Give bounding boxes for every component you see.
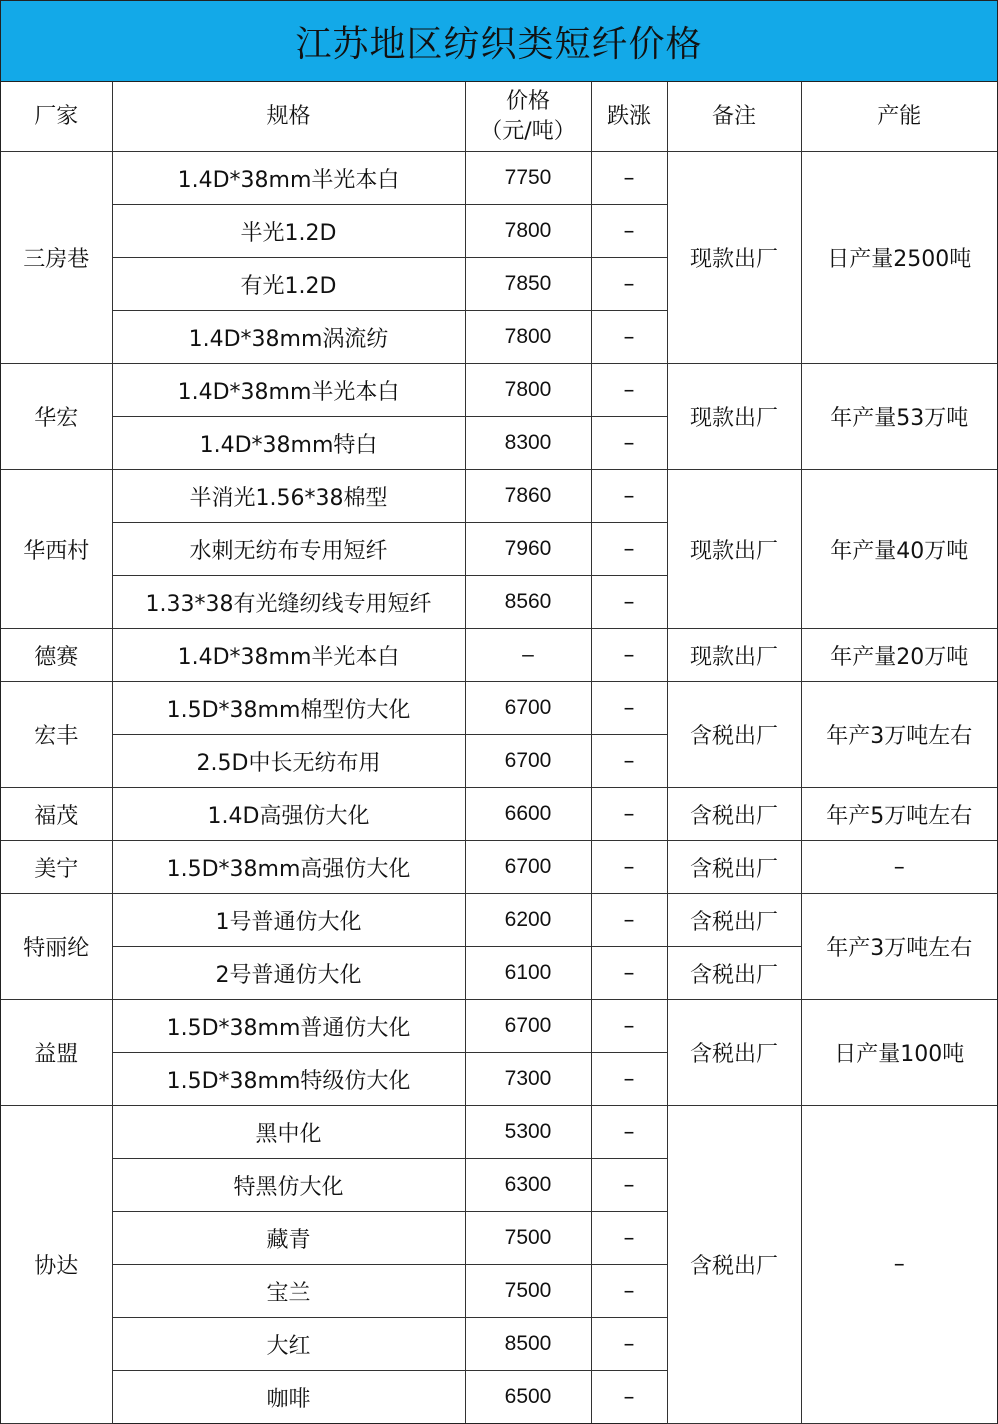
spec-cell: 1.5D*38mm高强仿大化 <box>112 841 465 894</box>
note-cell: 含税出厂 <box>667 682 801 788</box>
spec-cell: 1.5D*38mm特级仿大化 <box>112 1053 465 1106</box>
spec-cell: 1.5D*38mm普通仿大化 <box>112 1000 465 1053</box>
note-cell: 含税出厂 <box>667 894 801 947</box>
spec-cell: 1.4D*38mm涡流纺 <box>112 311 465 364</box>
price-cell: 7800 <box>465 364 591 417</box>
factory-cell: 三房巷 <box>1 152 112 364</box>
change-cell: – <box>591 205 667 258</box>
price-cell: 6100 <box>465 947 591 1000</box>
factory-cell: 特丽纶 <box>1 894 112 1000</box>
header-price-line1: 价格 <box>505 88 550 114</box>
spec-cell: 半光1.2D <box>112 205 465 258</box>
capacity-cell: 年产量40万吨 <box>801 470 997 629</box>
change-cell: – <box>591 1318 667 1371</box>
price-cell: 7860 <box>465 470 591 523</box>
table-body <box>1 152 997 1424</box>
spec-cell: 1.4D*38mm半光本白 <box>112 629 465 682</box>
change-cell: – <box>591 258 667 311</box>
factory-cell: 美宁 <box>1 841 112 894</box>
price-cell: 7960 <box>465 523 591 576</box>
header-row <box>1 82 997 152</box>
header-note: 备注 <box>667 82 801 152</box>
header-price <box>465 82 591 152</box>
change-cell: – <box>591 417 667 470</box>
spec-cell: 1.4D*38mm特白 <box>112 417 465 470</box>
price-cell: 7500 <box>465 1265 591 1318</box>
price-cell: 7850 <box>465 258 591 311</box>
price-cell: 6600 <box>465 788 591 841</box>
change-cell: – <box>591 523 667 576</box>
table-row <box>1 788 997 841</box>
note-cell: 现款出厂 <box>667 364 801 470</box>
change-cell: – <box>591 1053 667 1106</box>
spec-cell: 1.4D*38mm半光本白 <box>112 364 465 417</box>
price-cell: 8300 <box>465 417 591 470</box>
table-row <box>1 682 997 735</box>
change-cell: – <box>591 152 667 205</box>
capacity-cell: – <box>801 1106 997 1424</box>
note-cell: 含税出厂 <box>667 841 801 894</box>
change-cell: – <box>591 735 667 788</box>
factory-cell: 华宏 <box>1 364 112 470</box>
note-cell: 含税出厂 <box>667 1106 801 1424</box>
capacity-cell: 年产3万吨左右 <box>801 682 997 788</box>
spec-cell: 1.5D*38mm棉型仿大化 <box>112 682 465 735</box>
table-row <box>1 364 997 417</box>
page-title: 江苏地区纺织类短纤价格 <box>1 1 997 82</box>
factory-cell: 协达 <box>1 1106 112 1424</box>
table-row <box>1 841 997 894</box>
spec-cell: 水刺无纺布专用短纤 <box>112 523 465 576</box>
factory-cell: 益盟 <box>1 1000 112 1106</box>
spec-cell: 1.4D高强仿大化 <box>112 788 465 841</box>
price-cell: 7800 <box>465 205 591 258</box>
price-cell: 7800 <box>465 311 591 364</box>
table-row <box>1 470 997 523</box>
spec-cell: 咖啡 <box>112 1371 465 1424</box>
change-cell: – <box>591 1212 667 1265</box>
factory-cell: 华西村 <box>1 470 112 629</box>
spec-cell: 2号普通仿大化 <box>112 947 465 1000</box>
price-cell: – <box>465 629 591 682</box>
price-cell: 6700 <box>465 841 591 894</box>
price-cell: 8560 <box>465 576 591 629</box>
change-cell: – <box>591 947 667 1000</box>
capacity-cell: 日产量2500吨 <box>801 152 997 364</box>
change-cell: – <box>591 682 667 735</box>
price-cell: 6300 <box>465 1159 591 1212</box>
spec-cell: 有光1.2D <box>112 258 465 311</box>
price-cell: 7500 <box>465 1212 591 1265</box>
price-cell: 6700 <box>465 1000 591 1053</box>
spec-cell: 藏青 <box>112 1212 465 1265</box>
price-table <box>1 82 997 1424</box>
change-cell: – <box>591 311 667 364</box>
table-row <box>1 1000 997 1053</box>
factory-cell: 宏丰 <box>1 682 112 788</box>
price-cell: 8500 <box>465 1318 591 1371</box>
note-cell: 含税出厂 <box>667 1000 801 1106</box>
spec-cell: 宝兰 <box>112 1265 465 1318</box>
price-cell: 6500 <box>465 1371 591 1424</box>
change-cell: – <box>591 629 667 682</box>
factory-cell: 德赛 <box>1 629 112 682</box>
change-cell: – <box>591 470 667 523</box>
capacity-cell: – <box>801 841 997 894</box>
note-cell: 现款出厂 <box>667 152 801 364</box>
capacity-cell: 年产量53万吨 <box>801 364 997 470</box>
price-cell: 6700 <box>465 735 591 788</box>
capacity-cell: 年产量20万吨 <box>801 629 997 682</box>
table-row <box>1 894 997 947</box>
change-cell: – <box>591 841 667 894</box>
spec-cell: 黑中化 <box>112 1106 465 1159</box>
price-cell: 6700 <box>465 682 591 735</box>
price-cell: 5300 <box>465 1106 591 1159</box>
table-row <box>1 152 997 205</box>
header-price-line2: （元/吨） <box>480 118 576 144</box>
change-cell: – <box>591 1265 667 1318</box>
header-capacity: 产能 <box>801 82 997 152</box>
price-cell: 6200 <box>465 894 591 947</box>
capacity-cell: 年产3万吨左右 <box>801 894 997 1000</box>
header-spec: 规格 <box>112 82 465 152</box>
change-cell: – <box>591 1106 667 1159</box>
spec-cell: 2.5D中长无纺布用 <box>112 735 465 788</box>
note-cell: 含税出厂 <box>667 788 801 841</box>
spec-cell: 半消光1.56*38棉型 <box>112 470 465 523</box>
spec-cell: 1.4D*38mm半光本白 <box>112 152 465 205</box>
capacity-cell: 年产5万吨左右 <box>801 788 997 841</box>
change-cell: – <box>591 1159 667 1212</box>
table-row <box>1 1106 997 1159</box>
price-cell: 7300 <box>465 1053 591 1106</box>
header-factory: 厂家 <box>1 82 112 152</box>
change-cell: – <box>591 1000 667 1053</box>
change-cell: – <box>591 364 667 417</box>
note-cell: 现款出厂 <box>667 470 801 629</box>
change-cell: – <box>591 576 667 629</box>
note-cell: 含税出厂 <box>667 947 801 1000</box>
note-cell: 现款出厂 <box>667 629 801 682</box>
change-cell: – <box>591 1371 667 1424</box>
spec-cell: 1.33*38有光缝纫线专用短纤 <box>112 576 465 629</box>
price-cell: 7750 <box>465 152 591 205</box>
spec-cell: 1号普通仿大化 <box>112 894 465 947</box>
change-cell: – <box>591 788 667 841</box>
capacity-cell: 日产量100吨 <box>801 1000 997 1106</box>
header-change: 跌涨 <box>591 82 667 152</box>
change-cell: – <box>591 894 667 947</box>
spec-cell: 特黑仿大化 <box>112 1159 465 1212</box>
spec-cell: 大红 <box>112 1318 465 1371</box>
table-row <box>1 629 997 682</box>
factory-cell: 福茂 <box>1 788 112 841</box>
